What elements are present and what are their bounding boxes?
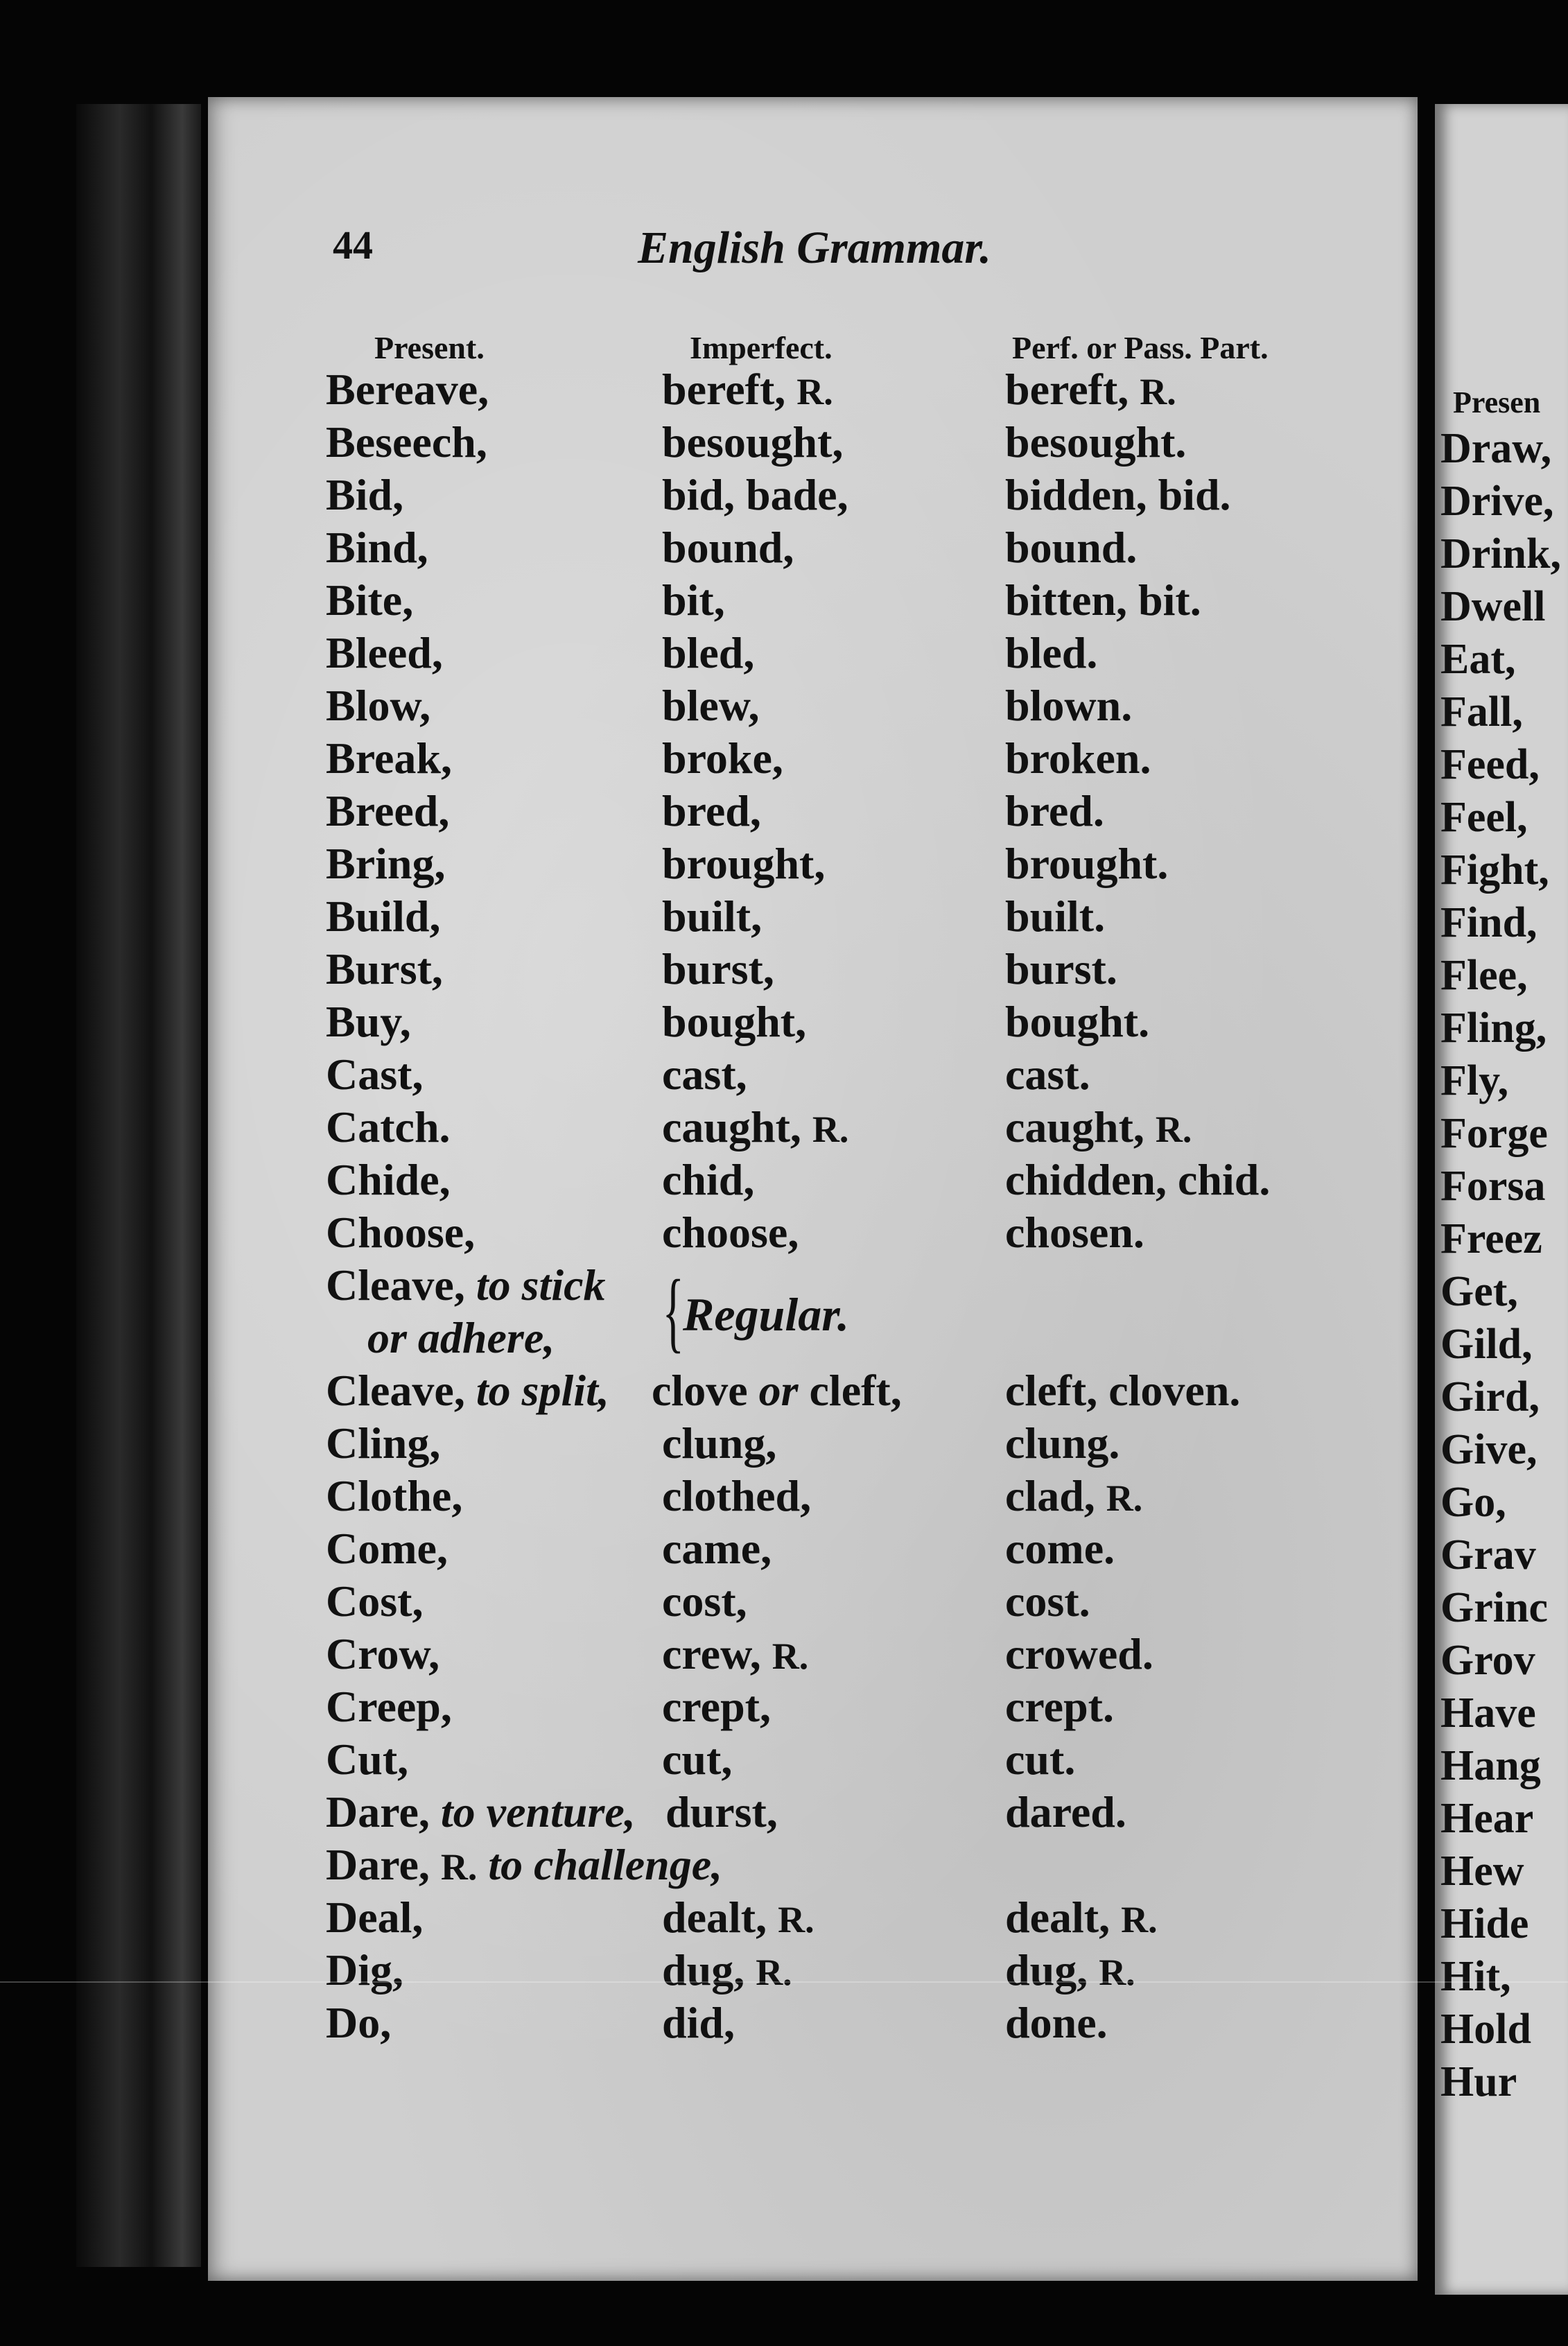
regular-mark: R. bbox=[1121, 1899, 1158, 1940]
verb-present: Build, bbox=[326, 892, 441, 941]
verb-perfect-text: built. bbox=[1005, 892, 1106, 941]
verb-row bbox=[326, 1628, 1366, 1681]
verb-imperfect-text: bred, bbox=[662, 786, 761, 835]
verb-imperfect bbox=[662, 944, 774, 995]
verb-row bbox=[326, 1997, 1366, 2050]
verb-perfect: cleft, cloven. bbox=[1005, 1366, 1241, 1415]
verb-present: Clothe, bbox=[326, 1471, 463, 1520]
verb-row bbox=[326, 891, 1366, 944]
right-page-word: Dwell bbox=[1440, 583, 1546, 630]
column-header-perfect: Perf. or Pass. Part. bbox=[1012, 330, 1269, 365]
verb-row bbox=[326, 1470, 1366, 1523]
verb-present: Burst, bbox=[326, 944, 443, 993]
verb-perfect-text: dealt, bbox=[1005, 1893, 1122, 1942]
right-page-word: Drink, bbox=[1440, 530, 1561, 577]
verb-perfect-text: crept. bbox=[1005, 1682, 1114, 1731]
verb-row bbox=[326, 1418, 1366, 1470]
verb-row-dare-challenge bbox=[326, 1839, 1366, 1892]
verb-present: Blow, bbox=[326, 681, 431, 730]
verb-imperfect bbox=[662, 522, 794, 573]
right-page-word: Fly, bbox=[1440, 1057, 1509, 1104]
verb-imperfect bbox=[662, 1207, 799, 1258]
right-page-word: Flee, bbox=[1440, 952, 1528, 999]
verb-imperfect-text: clung, bbox=[662, 1418, 777, 1468]
verb-perfect-text: chosen. bbox=[1005, 1208, 1144, 1257]
verb-present: Do, bbox=[326, 1998, 392, 2047]
regular-mark: R. bbox=[1140, 371, 1176, 412]
verb-present: Come, bbox=[326, 1524, 448, 1573]
right-page-word: Drive, bbox=[1440, 478, 1554, 525]
verb-present: Crow, bbox=[326, 1629, 440, 1678]
verb-imperfect bbox=[662, 1049, 747, 1100]
verb-perfect bbox=[1005, 364, 1176, 415]
verb-perfect bbox=[1005, 944, 1117, 995]
verb-imperfect-text: bid, bade, bbox=[662, 470, 848, 519]
verb-perfect bbox=[1005, 1945, 1135, 1996]
verb-present: Bereave, bbox=[326, 365, 489, 414]
verb-perfect bbox=[1005, 1207, 1144, 1258]
right-page-word: Give, bbox=[1440, 1426, 1537, 1473]
verb-perfect bbox=[1005, 1470, 1142, 1522]
verb-perfect-text: bitten, bit. bbox=[1005, 575, 1201, 625]
verb-row bbox=[326, 1523, 1366, 1576]
verb-imperfect: clove or cleft, bbox=[652, 1366, 902, 1415]
verb-present: Dare, to venture, bbox=[326, 1787, 636, 1836]
verb-row bbox=[326, 944, 1366, 996]
right-page-word: Gird, bbox=[1440, 1373, 1540, 1420]
regular-mark: R. bbox=[778, 1899, 815, 1940]
right-page-word: Forge bbox=[1440, 1110, 1548, 1157]
verb-row bbox=[326, 785, 1366, 838]
verb-imperfect bbox=[662, 1681, 771, 1732]
verb-perfect bbox=[1005, 680, 1132, 731]
verb-imperfect-text: bereft, bbox=[662, 365, 797, 414]
verb-perfect bbox=[1005, 838, 1168, 889]
verb-perfect bbox=[1005, 785, 1104, 837]
verb-imperfect-text: dug, bbox=[662, 1945, 756, 1995]
verb-imperfect-text: burst, bbox=[662, 944, 774, 993]
verb-perfect-text: bled. bbox=[1005, 628, 1098, 677]
verb-imperfect bbox=[662, 838, 825, 889]
verb-imperfect-text: bound, bbox=[662, 523, 794, 572]
verb-present: Chide, bbox=[326, 1155, 451, 1204]
regular-mark: R. bbox=[756, 1952, 792, 1993]
page-number: 44 bbox=[333, 223, 373, 268]
right-page-word: Hide bbox=[1440, 1900, 1529, 1947]
regular-mark: R. bbox=[796, 371, 833, 412]
right-page-word: Feed, bbox=[1440, 741, 1540, 788]
right-page-word: Eat, bbox=[1440, 636, 1516, 683]
verb-imperfect bbox=[662, 1892, 815, 1943]
verb-perfect bbox=[1005, 1523, 1115, 1574]
verb-imperfect bbox=[662, 1997, 735, 2049]
verb-row bbox=[326, 1049, 1366, 1102]
column-header-present: Present. bbox=[374, 330, 485, 365]
regular-mark: R. bbox=[1155, 1109, 1192, 1150]
verb-perfect-text: crowed. bbox=[1005, 1629, 1153, 1678]
verb-imperfect-text: chid, bbox=[662, 1155, 755, 1204]
running-head: English Grammar. bbox=[638, 223, 991, 273]
verb-present: Bid, bbox=[326, 470, 404, 519]
verb-perfect-text: chidden, chid. bbox=[1005, 1155, 1271, 1204]
verb-row-cleave-stick bbox=[326, 1260, 1366, 1365]
cleave-stick-meaning: to stick bbox=[476, 1260, 606, 1310]
verb-imperfect bbox=[662, 1523, 772, 1574]
verb-perfect bbox=[1005, 1154, 1270, 1206]
verb-imperfect-text: built, bbox=[662, 892, 763, 941]
verb-perfect-text: done. bbox=[1005, 1998, 1108, 2047]
verb-imperfect bbox=[662, 417, 843, 468]
verb-present: Breed, bbox=[326, 786, 450, 835]
verb-present: Buy, bbox=[326, 997, 411, 1046]
verb-perfect-text: burst. bbox=[1005, 944, 1117, 993]
verb-perfect-text: cast. bbox=[1005, 1050, 1090, 1099]
verb-perfect-text: bred. bbox=[1005, 786, 1104, 835]
cleave-stick-line2: or adhere, bbox=[367, 1313, 555, 1362]
verb-imperfect bbox=[662, 1154, 754, 1206]
verb-row bbox=[326, 996, 1366, 1049]
verb-imperfect-text: bought, bbox=[662, 997, 807, 1046]
verb-perfect-text: clung. bbox=[1005, 1418, 1120, 1468]
verb-perfect bbox=[1005, 469, 1231, 521]
verb-imperfect-text: crept, bbox=[662, 1682, 771, 1731]
verb-present: Cleave, to split, bbox=[326, 1366, 609, 1415]
verb-imperfect-text: crew, bbox=[662, 1629, 772, 1678]
verb-imperfect-text: bit, bbox=[662, 575, 725, 625]
irregular-verb-table bbox=[326, 364, 1366, 2050]
verb-imperfect-text: choose, bbox=[662, 1208, 799, 1257]
verb-perfect bbox=[1005, 1892, 1158, 1943]
verb-row bbox=[326, 417, 1366, 469]
right-page-word: Grav bbox=[1440, 1531, 1536, 1579]
verb-perfect-text: broken. bbox=[1005, 733, 1151, 783]
verb-row bbox=[326, 838, 1366, 891]
verb-perfect-text: bound. bbox=[1005, 523, 1138, 572]
verb-perfect bbox=[1005, 1734, 1075, 1785]
right-page-word: Fall, bbox=[1440, 688, 1523, 736]
verb-row bbox=[326, 522, 1366, 575]
right-page-word: Have bbox=[1440, 1689, 1536, 1737]
verb-perfect bbox=[1005, 1997, 1108, 2049]
verb-row bbox=[326, 1207, 1366, 1260]
verb-perfect bbox=[1005, 1102, 1192, 1153]
verb-imperfect bbox=[662, 996, 806, 1048]
verb-imperfect bbox=[662, 785, 761, 837]
verb-row bbox=[326, 364, 1366, 417]
verb-imperfect-text: cast, bbox=[662, 1050, 747, 1099]
verb-imperfect-text: cut, bbox=[662, 1735, 733, 1784]
verb-imperfect-text: caught, bbox=[662, 1102, 812, 1152]
verb-present: Choose, bbox=[326, 1208, 476, 1257]
verb-perfect bbox=[1005, 1418, 1120, 1469]
verb-perfect bbox=[1005, 996, 1149, 1048]
verb-imperfect bbox=[662, 1470, 811, 1522]
verb-imperfect-text: clothed, bbox=[662, 1471, 812, 1520]
verb-imperfect bbox=[662, 680, 759, 731]
verb-perfect-text: dug, bbox=[1005, 1945, 1099, 1995]
verb-row-dare-venture bbox=[326, 1787, 1366, 1839]
verb-rows-group-c bbox=[326, 1892, 1366, 2050]
verb-perfect-text: clad, bbox=[1005, 1471, 1106, 1520]
verb-imperfect bbox=[662, 1576, 747, 1627]
verb-row bbox=[326, 1576, 1366, 1628]
verb-imperfect bbox=[662, 627, 754, 679]
verb-perfect bbox=[1005, 627, 1097, 679]
verb-present: Break, bbox=[326, 733, 452, 783]
verb-row bbox=[326, 575, 1366, 627]
verb-imperfect bbox=[662, 364, 833, 415]
verb-perfect-text: blown. bbox=[1005, 681, 1133, 730]
verb-perfect-text: bought. bbox=[1005, 997, 1150, 1046]
verb-perfect bbox=[1005, 891, 1105, 942]
curly-brace: { bbox=[662, 1262, 684, 1362]
column-header-imperfect: Imperfect. bbox=[690, 330, 833, 365]
verb-imperfect bbox=[662, 891, 762, 942]
verb-present: Cast, bbox=[326, 1050, 424, 1099]
right-page-word: Grov bbox=[1440, 1637, 1535, 1684]
right-page-word: Hold bbox=[1440, 2006, 1531, 2053]
verb-present: Bind, bbox=[326, 523, 428, 572]
right-page-word-list bbox=[1440, 424, 1561, 2110]
verb-perfect-text: cost. bbox=[1005, 1576, 1090, 1626]
right-page-word: Hew bbox=[1440, 1848, 1524, 1895]
right-page-word: Hur bbox=[1440, 2058, 1517, 2105]
verb-imperfect-text: dealt, bbox=[662, 1893, 778, 1942]
regular-mark: R. bbox=[812, 1109, 849, 1150]
verb-imperfect-text: cost, bbox=[662, 1576, 747, 1626]
verb-rows-group-b bbox=[326, 1418, 1366, 1787]
verb-imperfect bbox=[662, 733, 783, 784]
verb-imperfect bbox=[662, 1628, 808, 1680]
cleave-stick-word: Cleave, bbox=[326, 1260, 476, 1310]
verb-present: Bleed, bbox=[326, 628, 443, 677]
right-page-word: Grinc bbox=[1440, 1584, 1548, 1631]
verb-perfect bbox=[1005, 1049, 1090, 1100]
book-spine-edge bbox=[76, 104, 201, 2267]
verb-present: Bring, bbox=[326, 839, 446, 888]
verb-present: Deal, bbox=[326, 1893, 424, 1942]
verb-present: Cut, bbox=[326, 1735, 409, 1784]
verb-row bbox=[326, 1734, 1366, 1787]
verb-perfect-text: come. bbox=[1005, 1524, 1115, 1573]
verb-imperfect-text: came, bbox=[662, 1524, 772, 1573]
verb-imperfect-text: did, bbox=[662, 1998, 735, 2047]
verb-perfect bbox=[1005, 417, 1186, 468]
right-page-edge bbox=[1435, 104, 1568, 2295]
right-page-word: Hear bbox=[1440, 1795, 1534, 1842]
right-page-word: Find, bbox=[1440, 899, 1537, 946]
verb-imperfect-text: blew, bbox=[662, 681, 760, 730]
verb-perfect-text: cut. bbox=[1005, 1735, 1076, 1784]
verb-present: Beseech, bbox=[326, 417, 487, 467]
verb-present: Dig, bbox=[326, 1945, 403, 1995]
verb-row bbox=[326, 1945, 1366, 1997]
verb-imperfect-text: besought, bbox=[662, 417, 844, 467]
verb-perfect bbox=[1005, 1576, 1090, 1627]
verb-perfect-text: besought. bbox=[1005, 417, 1187, 467]
verb-row bbox=[326, 733, 1366, 785]
regular-mark: R. bbox=[1099, 1952, 1135, 1993]
verb-present: Bite, bbox=[326, 575, 414, 625]
right-page-word: Hang bbox=[1440, 1742, 1541, 1789]
verb-row bbox=[326, 1154, 1366, 1207]
verb-perfect-text: brought. bbox=[1005, 839, 1169, 888]
verb-imperfect bbox=[662, 575, 725, 626]
regular-note: Regular. bbox=[683, 1288, 849, 1341]
verb-rows-group-a bbox=[326, 364, 1366, 1260]
verb-row bbox=[326, 627, 1366, 680]
verb-imperfect bbox=[662, 1102, 848, 1153]
verb-row bbox=[326, 1102, 1366, 1154]
verb-imperfect bbox=[662, 1418, 776, 1469]
right-page-header: Presen bbox=[1453, 385, 1541, 419]
verb-perfect bbox=[1005, 733, 1151, 784]
verb-perfect-text: caught, bbox=[1005, 1102, 1156, 1152]
regular-mark: R. bbox=[772, 1635, 809, 1677]
verb-row bbox=[326, 469, 1366, 522]
verb-imperfect-text: broke, bbox=[662, 733, 783, 783]
verb-present: Creep, bbox=[326, 1682, 452, 1731]
verb-present: Dare, R. to challenge, bbox=[326, 1840, 723, 1889]
verb-present: Cling, bbox=[326, 1418, 441, 1468]
verb-row bbox=[326, 1892, 1366, 1945]
right-page-word: Get, bbox=[1440, 1268, 1518, 1315]
scan-artifact-line bbox=[0, 1981, 1568, 1983]
verb-imperfect-text: bled, bbox=[662, 628, 755, 677]
regular-mark: R. bbox=[1106, 1477, 1143, 1519]
verb-perfect bbox=[1005, 575, 1201, 626]
right-page-word: Feel, bbox=[1440, 794, 1528, 841]
verb-imperfect bbox=[662, 469, 848, 521]
verb-perfect-text: bereft, bbox=[1005, 365, 1140, 414]
verb-perfect-text: bidden, bid. bbox=[1005, 470, 1231, 519]
right-page-word: Freez bbox=[1440, 1215, 1542, 1262]
right-page-word: Fling, bbox=[1440, 1005, 1547, 1052]
right-page-word: Gild, bbox=[1440, 1321, 1533, 1368]
right-page-word: Go, bbox=[1440, 1479, 1506, 1526]
verb-imperfect bbox=[662, 1734, 732, 1785]
verb-perfect: dared. bbox=[1005, 1787, 1126, 1836]
verb-row bbox=[326, 1681, 1366, 1734]
verb-present: Catch. bbox=[326, 1102, 451, 1152]
verb-perfect bbox=[1005, 1628, 1153, 1680]
verb-perfect bbox=[1005, 1681, 1114, 1732]
cleave-stick-line1 bbox=[326, 1260, 605, 1311]
verb-perfect bbox=[1005, 522, 1137, 573]
right-page-word: Hit, bbox=[1440, 1953, 1511, 2000]
right-page-word: Fight, bbox=[1440, 846, 1549, 894]
verb-imperfect: durst, bbox=[665, 1787, 778, 1836]
right-page-word: Forsa bbox=[1440, 1163, 1546, 1210]
verb-row-cleave-split bbox=[326, 1365, 1366, 1418]
verb-present: Cost, bbox=[326, 1576, 424, 1626]
right-page-word: Draw, bbox=[1440, 425, 1552, 472]
verb-row bbox=[326, 680, 1366, 733]
verb-imperfect bbox=[662, 1945, 792, 1996]
verb-imperfect-text: brought, bbox=[662, 839, 826, 888]
